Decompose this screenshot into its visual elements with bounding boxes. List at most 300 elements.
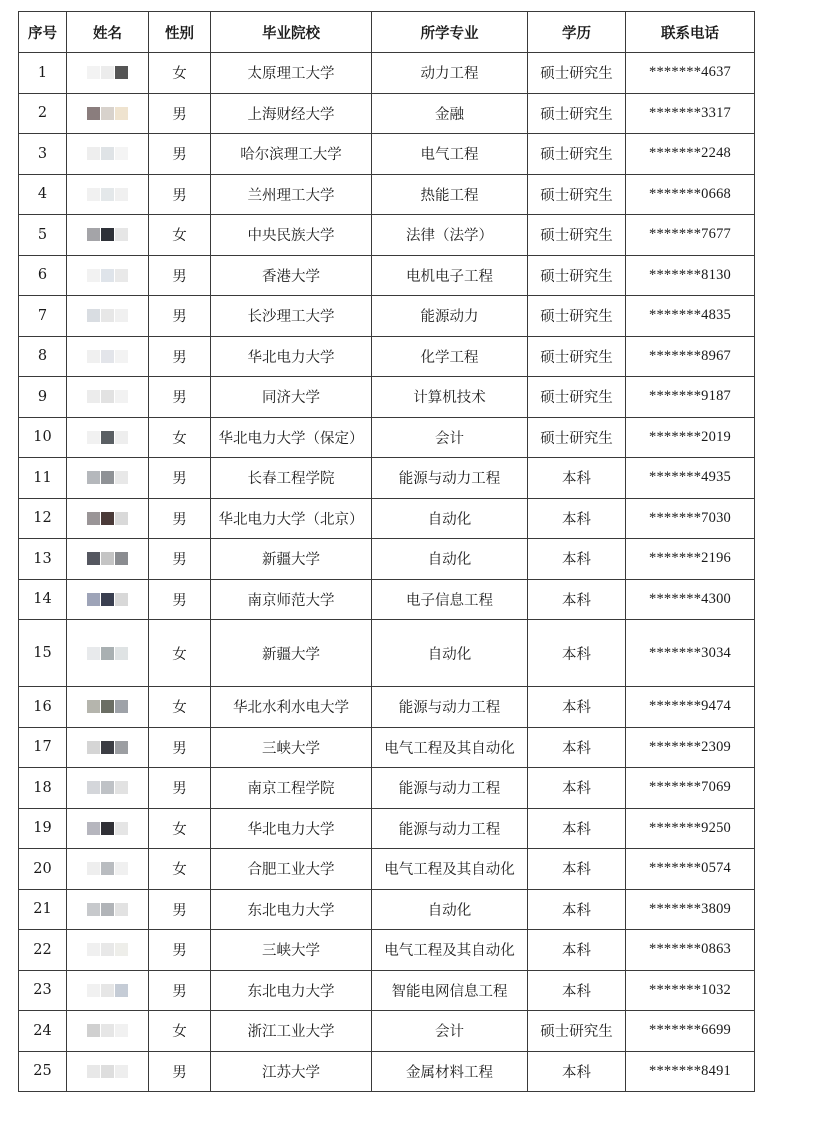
- mosaic-block: [87, 66, 100, 79]
- mosaic-block: [87, 822, 100, 835]
- redacted-name-mosaic: [87, 146, 129, 162]
- cell-gender: 女: [149, 417, 211, 458]
- mosaic-block: [87, 309, 100, 322]
- mosaic-block: [87, 188, 100, 201]
- cell-number: 9: [19, 377, 67, 418]
- cell-degree: 本科: [528, 768, 626, 809]
- cell-major: 自动化: [372, 498, 528, 539]
- cell-school: 华北电力大学: [211, 808, 372, 849]
- table-row: [19, 215, 755, 256]
- header-degree: 学历: [528, 12, 626, 53]
- mosaic-block: [101, 943, 114, 956]
- table-row: [19, 377, 755, 418]
- mosaic-block: [115, 903, 128, 916]
- cell-name: [67, 889, 149, 930]
- cell-major: 电子信息工程: [372, 579, 528, 620]
- table-row: [19, 93, 755, 134]
- cell-degree: 硕士研究生: [528, 296, 626, 337]
- mosaic-block: [101, 984, 114, 997]
- mosaic-block: [87, 1024, 100, 1037]
- cell-school: 江苏大学: [211, 1051, 372, 1092]
- cell-number: 15: [19, 620, 67, 687]
- cell-gender: 女: [149, 808, 211, 849]
- cell-major: 能源与动力工程: [372, 458, 528, 499]
- table-row: [19, 174, 755, 215]
- mosaic-block: [101, 822, 114, 835]
- cell-degree: 硕士研究生: [528, 1011, 626, 1052]
- cell-major: 能源与动力工程: [372, 768, 528, 809]
- mosaic-block: [115, 862, 128, 875]
- cell-number: 23: [19, 970, 67, 1011]
- cell-degree: 本科: [528, 498, 626, 539]
- mosaic-block: [115, 390, 128, 403]
- cell-school: 同济大学: [211, 377, 372, 418]
- cell-phone: *******2248: [626, 134, 755, 175]
- mosaic-block: [87, 471, 100, 484]
- table-row: [19, 687, 755, 728]
- cell-number: 14: [19, 579, 67, 620]
- cell-degree: 硕士研究生: [528, 215, 626, 256]
- header-name: 姓名: [67, 12, 149, 53]
- cell-school: 上海财经大学: [211, 93, 372, 134]
- cell-phone: *******1032: [626, 970, 755, 1011]
- header-number: 序号: [19, 12, 67, 53]
- cell-phone: *******3034: [626, 620, 755, 687]
- cell-number: 5: [19, 215, 67, 256]
- table-row: [19, 849, 755, 890]
- cell-gender: 男: [149, 255, 211, 296]
- cell-phone: *******0668: [626, 174, 755, 215]
- cell-degree: 本科: [528, 579, 626, 620]
- mosaic-block: [101, 390, 114, 403]
- cell-major: 热能工程: [372, 174, 528, 215]
- cell-number: 21: [19, 889, 67, 930]
- mosaic-block: [115, 107, 128, 120]
- mosaic-block: [115, 188, 128, 201]
- cell-number: 2: [19, 93, 67, 134]
- cell-major: 化学工程: [372, 336, 528, 377]
- cell-degree: 本科: [528, 930, 626, 971]
- redacted-name-mosaic: [87, 227, 129, 243]
- cell-degree: 硕士研究生: [528, 336, 626, 377]
- cell-degree: 硕士研究生: [528, 417, 626, 458]
- cell-number: 3: [19, 134, 67, 175]
- cell-school: 三峡大学: [211, 727, 372, 768]
- mosaic-block: [115, 1065, 128, 1078]
- mosaic-block: [87, 431, 100, 444]
- mosaic-block: [87, 700, 100, 713]
- cell-major: 电气工程及其自动化: [372, 727, 528, 768]
- cell-major: 能源与动力工程: [372, 687, 528, 728]
- cell-phone: *******2019: [626, 417, 755, 458]
- redacted-name-mosaic: [87, 551, 129, 567]
- mosaic-block: [101, 1024, 114, 1037]
- cell-school: 东北电力大学: [211, 889, 372, 930]
- cell-school: 华北电力大学: [211, 336, 372, 377]
- cell-name: [67, 296, 149, 337]
- mosaic-block: [87, 593, 100, 606]
- cell-name: [67, 970, 149, 1011]
- cell-phone: *******2196: [626, 539, 755, 580]
- cell-name: [67, 174, 149, 215]
- cell-school: 三峡大学: [211, 930, 372, 971]
- redacted-name-mosaic: [87, 820, 129, 836]
- cell-gender: 男: [149, 296, 211, 337]
- graduate-roster-table: [18, 11, 755, 1092]
- table-row: [19, 768, 755, 809]
- cell-phone: *******3317: [626, 93, 755, 134]
- mosaic-block: [101, 147, 114, 160]
- table-row: [19, 930, 755, 971]
- mosaic-block: [87, 228, 100, 241]
- mosaic-block: [87, 512, 100, 525]
- mosaic-block: [115, 552, 128, 565]
- table-row: [19, 539, 755, 580]
- cell-gender: 男: [149, 458, 211, 499]
- cell-gender: 男: [149, 498, 211, 539]
- cell-school: 长春工程学院: [211, 458, 372, 499]
- cell-gender: 男: [149, 1051, 211, 1092]
- cell-name: [67, 579, 149, 620]
- cell-school: 东北电力大学: [211, 970, 372, 1011]
- cell-gender: 女: [149, 687, 211, 728]
- cell-degree: 硕士研究生: [528, 255, 626, 296]
- mosaic-block: [101, 552, 114, 565]
- cell-phone: *******7677: [626, 215, 755, 256]
- cell-degree: 本科: [528, 458, 626, 499]
- mosaic-block: [87, 781, 100, 794]
- mosaic-block: [115, 593, 128, 606]
- cell-gender: 女: [149, 849, 211, 890]
- redacted-name-mosaic: [87, 645, 129, 661]
- redacted-name-mosaic: [87, 591, 129, 607]
- cell-gender: 女: [149, 215, 211, 256]
- table-row: [19, 296, 755, 337]
- cell-name: [67, 930, 149, 971]
- cell-degree: 硕士研究生: [528, 174, 626, 215]
- cell-major: 电气工程: [372, 134, 528, 175]
- mosaic-block: [115, 984, 128, 997]
- cell-name: [67, 687, 149, 728]
- redacted-name-mosaic: [87, 982, 129, 998]
- cell-name: [67, 498, 149, 539]
- cell-name: [67, 1011, 149, 1052]
- table-row: [19, 53, 755, 94]
- redacted-name-mosaic: [87, 739, 129, 755]
- redacted-name-mosaic: [87, 1023, 129, 1039]
- cell-name: [67, 134, 149, 175]
- cell-gender: 男: [149, 134, 211, 175]
- cell-major: 智能电网信息工程: [372, 970, 528, 1011]
- redacted-name-mosaic: [87, 389, 129, 405]
- mosaic-block: [115, 741, 128, 754]
- cell-school: 长沙理工大学: [211, 296, 372, 337]
- table-row: [19, 970, 755, 1011]
- mosaic-block: [87, 390, 100, 403]
- cell-major: 金融: [372, 93, 528, 134]
- cell-major: 电气工程及其自动化: [372, 930, 528, 971]
- cell-name: [67, 768, 149, 809]
- cell-gender: 男: [149, 727, 211, 768]
- cell-number: 24: [19, 1011, 67, 1052]
- mosaic-block: [101, 107, 114, 120]
- cell-name: [67, 336, 149, 377]
- cell-number: 18: [19, 768, 67, 809]
- cell-school: 南京工程学院: [211, 768, 372, 809]
- cell-gender: 男: [149, 539, 211, 580]
- cell-major: 能源动力: [372, 296, 528, 337]
- cell-phone: *******6699: [626, 1011, 755, 1052]
- cell-name: [67, 539, 149, 580]
- mosaic-block: [87, 552, 100, 565]
- cell-major: 自动化: [372, 539, 528, 580]
- cell-number: 16: [19, 687, 67, 728]
- table-row: [19, 727, 755, 768]
- cell-gender: 男: [149, 889, 211, 930]
- cell-gender: 女: [149, 620, 211, 687]
- cell-major: 电机电子工程: [372, 255, 528, 296]
- header-major: 所学专业: [372, 12, 528, 53]
- table-header-row: [19, 12, 755, 53]
- cell-gender: 女: [149, 53, 211, 94]
- redacted-name-mosaic: [87, 348, 129, 364]
- header-phone: 联系电话: [626, 12, 755, 53]
- cell-school: 合肥工业大学: [211, 849, 372, 890]
- cell-degree: 本科: [528, 808, 626, 849]
- cell-phone: *******8491: [626, 1051, 755, 1092]
- mosaic-block: [101, 66, 114, 79]
- cell-school: 太原理工大学: [211, 53, 372, 94]
- redacted-name-mosaic: [87, 510, 129, 526]
- cell-phone: *******7030: [626, 498, 755, 539]
- cell-number: 19: [19, 808, 67, 849]
- cell-phone: *******4300: [626, 579, 755, 620]
- cell-major: 自动化: [372, 889, 528, 930]
- mosaic-block: [101, 700, 114, 713]
- mosaic-block: [101, 862, 114, 875]
- redacted-name-mosaic: [87, 470, 129, 486]
- cell-number: 8: [19, 336, 67, 377]
- redacted-name-mosaic: [87, 65, 129, 81]
- redacted-name-mosaic: [87, 429, 129, 445]
- table-row: [19, 255, 755, 296]
- cell-phone: *******2309: [626, 727, 755, 768]
- cell-name: [67, 808, 149, 849]
- mosaic-block: [101, 350, 114, 363]
- cell-degree: 本科: [528, 620, 626, 687]
- cell-gender: 男: [149, 174, 211, 215]
- mosaic-block: [87, 350, 100, 363]
- mosaic-block: [115, 431, 128, 444]
- table-row: [19, 1011, 755, 1052]
- cell-phone: *******3809: [626, 889, 755, 930]
- cell-phone: *******9250: [626, 808, 755, 849]
- mosaic-block: [115, 269, 128, 282]
- cell-degree: 本科: [528, 1051, 626, 1092]
- mosaic-block: [101, 741, 114, 754]
- cell-school: 华北电力大学（保定）: [211, 417, 372, 458]
- cell-school: 哈尔滨理工大学: [211, 134, 372, 175]
- redacted-name-mosaic: [87, 699, 129, 715]
- cell-degree: 本科: [528, 539, 626, 580]
- mosaic-block: [115, 822, 128, 835]
- mosaic-block: [87, 741, 100, 754]
- mosaic-block: [101, 593, 114, 606]
- cell-phone: *******4935: [626, 458, 755, 499]
- mosaic-block: [101, 781, 114, 794]
- cell-number: 4: [19, 174, 67, 215]
- cell-name: [67, 620, 149, 687]
- mosaic-block: [87, 943, 100, 956]
- cell-school: 兰州理工大学: [211, 174, 372, 215]
- cell-major: 自动化: [372, 620, 528, 687]
- cell-school: 中央民族大学: [211, 215, 372, 256]
- cell-phone: *******7069: [626, 768, 755, 809]
- cell-phone: *******0863: [626, 930, 755, 971]
- cell-name: [67, 417, 149, 458]
- mosaic-block: [87, 269, 100, 282]
- mosaic-block: [115, 350, 128, 363]
- cell-degree: 硕士研究生: [528, 53, 626, 94]
- cell-name: [67, 53, 149, 94]
- table-row: [19, 134, 755, 175]
- mosaic-block: [87, 984, 100, 997]
- cell-major: 动力工程: [372, 53, 528, 94]
- cell-gender: 女: [149, 1011, 211, 1052]
- table-row: [19, 620, 755, 687]
- mosaic-block: [101, 1065, 114, 1078]
- redacted-name-mosaic: [87, 186, 129, 202]
- cell-number: 7: [19, 296, 67, 337]
- cell-phone: *******4637: [626, 53, 755, 94]
- header-school: 毕业院校: [211, 12, 372, 53]
- table-row: [19, 1051, 755, 1092]
- cell-number: 12: [19, 498, 67, 539]
- cell-number: 1: [19, 53, 67, 94]
- mosaic-block: [115, 512, 128, 525]
- cell-degree: 硕士研究生: [528, 93, 626, 134]
- cell-number: 25: [19, 1051, 67, 1092]
- table-row: [19, 579, 755, 620]
- cell-gender: 男: [149, 579, 211, 620]
- redacted-name-mosaic: [87, 780, 129, 796]
- cell-degree: 本科: [528, 970, 626, 1011]
- mosaic-block: [115, 147, 128, 160]
- redacted-name-mosaic: [87, 942, 129, 958]
- mosaic-block: [101, 903, 114, 916]
- mosaic-block: [115, 66, 128, 79]
- cell-number: 22: [19, 930, 67, 971]
- redacted-name-mosaic: [87, 901, 129, 917]
- cell-school: 南京师范大学: [211, 579, 372, 620]
- table-row: [19, 336, 755, 377]
- cell-name: [67, 727, 149, 768]
- cell-major: 会计: [372, 1011, 528, 1052]
- cell-school: 香港大学: [211, 255, 372, 296]
- mosaic-block: [87, 903, 100, 916]
- mosaic-block: [101, 188, 114, 201]
- cell-number: 11: [19, 458, 67, 499]
- mosaic-block: [87, 107, 100, 120]
- table-row: [19, 498, 755, 539]
- cell-degree: 本科: [528, 687, 626, 728]
- mosaic-block: [101, 228, 114, 241]
- redacted-name-mosaic: [87, 267, 129, 283]
- mosaic-block: [115, 700, 128, 713]
- cell-number: 17: [19, 727, 67, 768]
- redacted-name-mosaic: [87, 308, 129, 324]
- cell-degree: 硕士研究生: [528, 134, 626, 175]
- cell-phone: *******4835: [626, 296, 755, 337]
- cell-name: [67, 458, 149, 499]
- cell-number: 20: [19, 849, 67, 890]
- cell-school: 新疆大学: [211, 539, 372, 580]
- table-row: [19, 889, 755, 930]
- mosaic-block: [115, 228, 128, 241]
- cell-phone: *******8130: [626, 255, 755, 296]
- mosaic-block: [115, 1024, 128, 1037]
- cell-major: 计算机技术: [372, 377, 528, 418]
- table-row: [19, 458, 755, 499]
- cell-degree: 硕士研究生: [528, 377, 626, 418]
- cell-phone: *******9187: [626, 377, 755, 418]
- cell-major: 电气工程及其自动化: [372, 849, 528, 890]
- cell-major: 法律（法学）: [372, 215, 528, 256]
- mosaic-block: [87, 862, 100, 875]
- cell-gender: 男: [149, 970, 211, 1011]
- redacted-name-mosaic: [87, 861, 129, 877]
- cell-school: 浙江工业大学: [211, 1011, 372, 1052]
- header-gender: 性别: [149, 12, 211, 53]
- cell-school: 华北水利水电大学: [211, 687, 372, 728]
- cell-gender: 男: [149, 336, 211, 377]
- mosaic-block: [101, 647, 114, 660]
- mosaic-block: [101, 309, 114, 322]
- cell-name: [67, 215, 149, 256]
- cell-phone: *******9474: [626, 687, 755, 728]
- cell-name: [67, 255, 149, 296]
- cell-phone: *******8967: [626, 336, 755, 377]
- mosaic-block: [101, 431, 114, 444]
- cell-number: 13: [19, 539, 67, 580]
- cell-number: 6: [19, 255, 67, 296]
- cell-number: 10: [19, 417, 67, 458]
- cell-school: 华北电力大学（北京）: [211, 498, 372, 539]
- cell-gender: 男: [149, 930, 211, 971]
- cell-gender: 男: [149, 768, 211, 809]
- redacted-name-mosaic: [87, 105, 129, 121]
- cell-name: [67, 849, 149, 890]
- cell-degree: 本科: [528, 889, 626, 930]
- cell-name: [67, 377, 149, 418]
- cell-name: [67, 93, 149, 134]
- cell-school: 新疆大学: [211, 620, 372, 687]
- cell-degree: 本科: [528, 727, 626, 768]
- mosaic-block: [87, 647, 100, 660]
- table-row: [19, 808, 755, 849]
- mosaic-block: [115, 647, 128, 660]
- cell-phone: *******0574: [626, 849, 755, 890]
- cell-major: 能源与动力工程: [372, 808, 528, 849]
- table-row: [19, 417, 755, 458]
- cell-gender: 男: [149, 93, 211, 134]
- cell-gender: 男: [149, 377, 211, 418]
- cell-degree: 本科: [528, 849, 626, 890]
- mosaic-block: [101, 471, 114, 484]
- graduate-roster-sheet: [18, 11, 754, 1092]
- mosaic-block: [101, 269, 114, 282]
- cell-major: 金属材料工程: [372, 1051, 528, 1092]
